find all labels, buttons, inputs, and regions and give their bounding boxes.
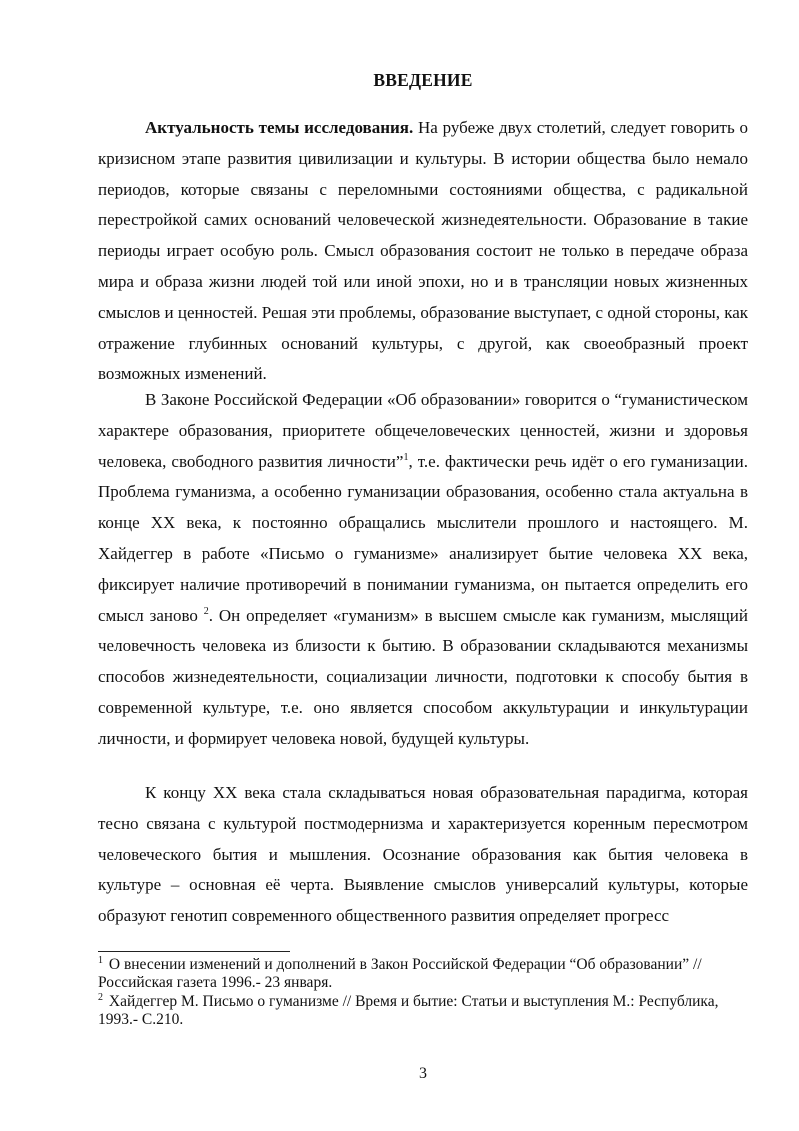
footnotes <box>98 956 748 1030</box>
paragraph-relevance <box>98 113 748 390</box>
paragraph-lead: Актуальность темы исследования. <box>145 118 414 137</box>
page-number: 3 <box>419 1065 427 1082</box>
section-heading: ВВЕДЕНИЕ <box>373 70 473 90</box>
footnote-item <box>98 993 748 1029</box>
footnote-number: 1 <box>98 955 103 966</box>
footnote-divider <box>98 951 290 952</box>
footnote-ref-1[interactable]: 1 <box>403 451 409 463</box>
paragraph-text: На рубеже двух столетий, следует говорить о кризисном этапе развития цивилизации и культуры. В истории общества было немало периодов, которые связаны с переломными состояниями общества, с радикальной перестройкой самих оснований человеческой жизнедеятельности. Образование в такие периоды играет особую роль. Смысл образования состоит не только в передаче образа мира и образа жизни людей той или иной эпохи, но и в трансляции новых жизненных смыслов и ценностей. Решая эти проблемы, образование выступает, с одной стороны, как отражение глубинных оснований культуры, с другой, как своеобразный проект возможных изменений. <box>98 118 749 384</box>
paragraph-text: В Законе Российской Федерации «Об образовании» говорится о “гуманистическом характере образования, приоритете общечеловеческих ценностей, жизни и здоровья человека, свободного развития личности” <box>98 390 748 471</box>
footnote-text: Хайдеггер М. Письмо о гуманизме // Время и бытие: Статьи и выступления М.: Республика, 1993.- С.210. <box>98 993 719 1028</box>
paragraph-text: К концу XX века стала складываться новая образовательная парадигма, которая тесно связана с культурой постмодернизма и характеризуется коренным пересмотром человеческого бытия и мышления. Осознание образования как бытия человека в культуре – основная её черта. Выявление смыслов универсалий культуры, которые образуют генотип современного общественного развития определяет прогресс <box>98 783 748 926</box>
paragraph-paradigm <box>98 778 748 932</box>
footnote-ref-2[interactable]: 2 <box>203 605 209 617</box>
footnote-item <box>98 956 748 992</box>
paragraph-text: . Он определяет «гуманизм» в высшем смысле как гуманизм, мыслящий человечность человека из близости к бытию. В образовании складываются механизмы способов жизнедеятельности, социализации личности, подготовки к способу бытия в современной культуре, т.е. оно является способом аккультурации и инкультурации личности, и формирует человека новой, будущей культуры. <box>98 605 748 748</box>
footnote-text: О внесении изменений и дополнений в Закон Российской Федерации “Об образовании” // Российская газета 1996.- 23 января. <box>98 956 702 991</box>
footnote-number: 2 <box>98 992 103 1003</box>
paragraph-text: , т.е. фактически речь идёт о его гуманизации. Проблема гуманизма, а особенно гуманизации образования, особенно стала актуальна в конце XX века, к постоянно обращались мыслители прошлого и настоящего. М. Хайдеггер в работе «Письмо о гуманизме» анализирует бытие человека XX века, фиксирует наличие противоречий в понимании гуманизма, он пытается определить его смысл заново <box>98 451 748 625</box>
paragraph-law <box>98 385 748 755</box>
